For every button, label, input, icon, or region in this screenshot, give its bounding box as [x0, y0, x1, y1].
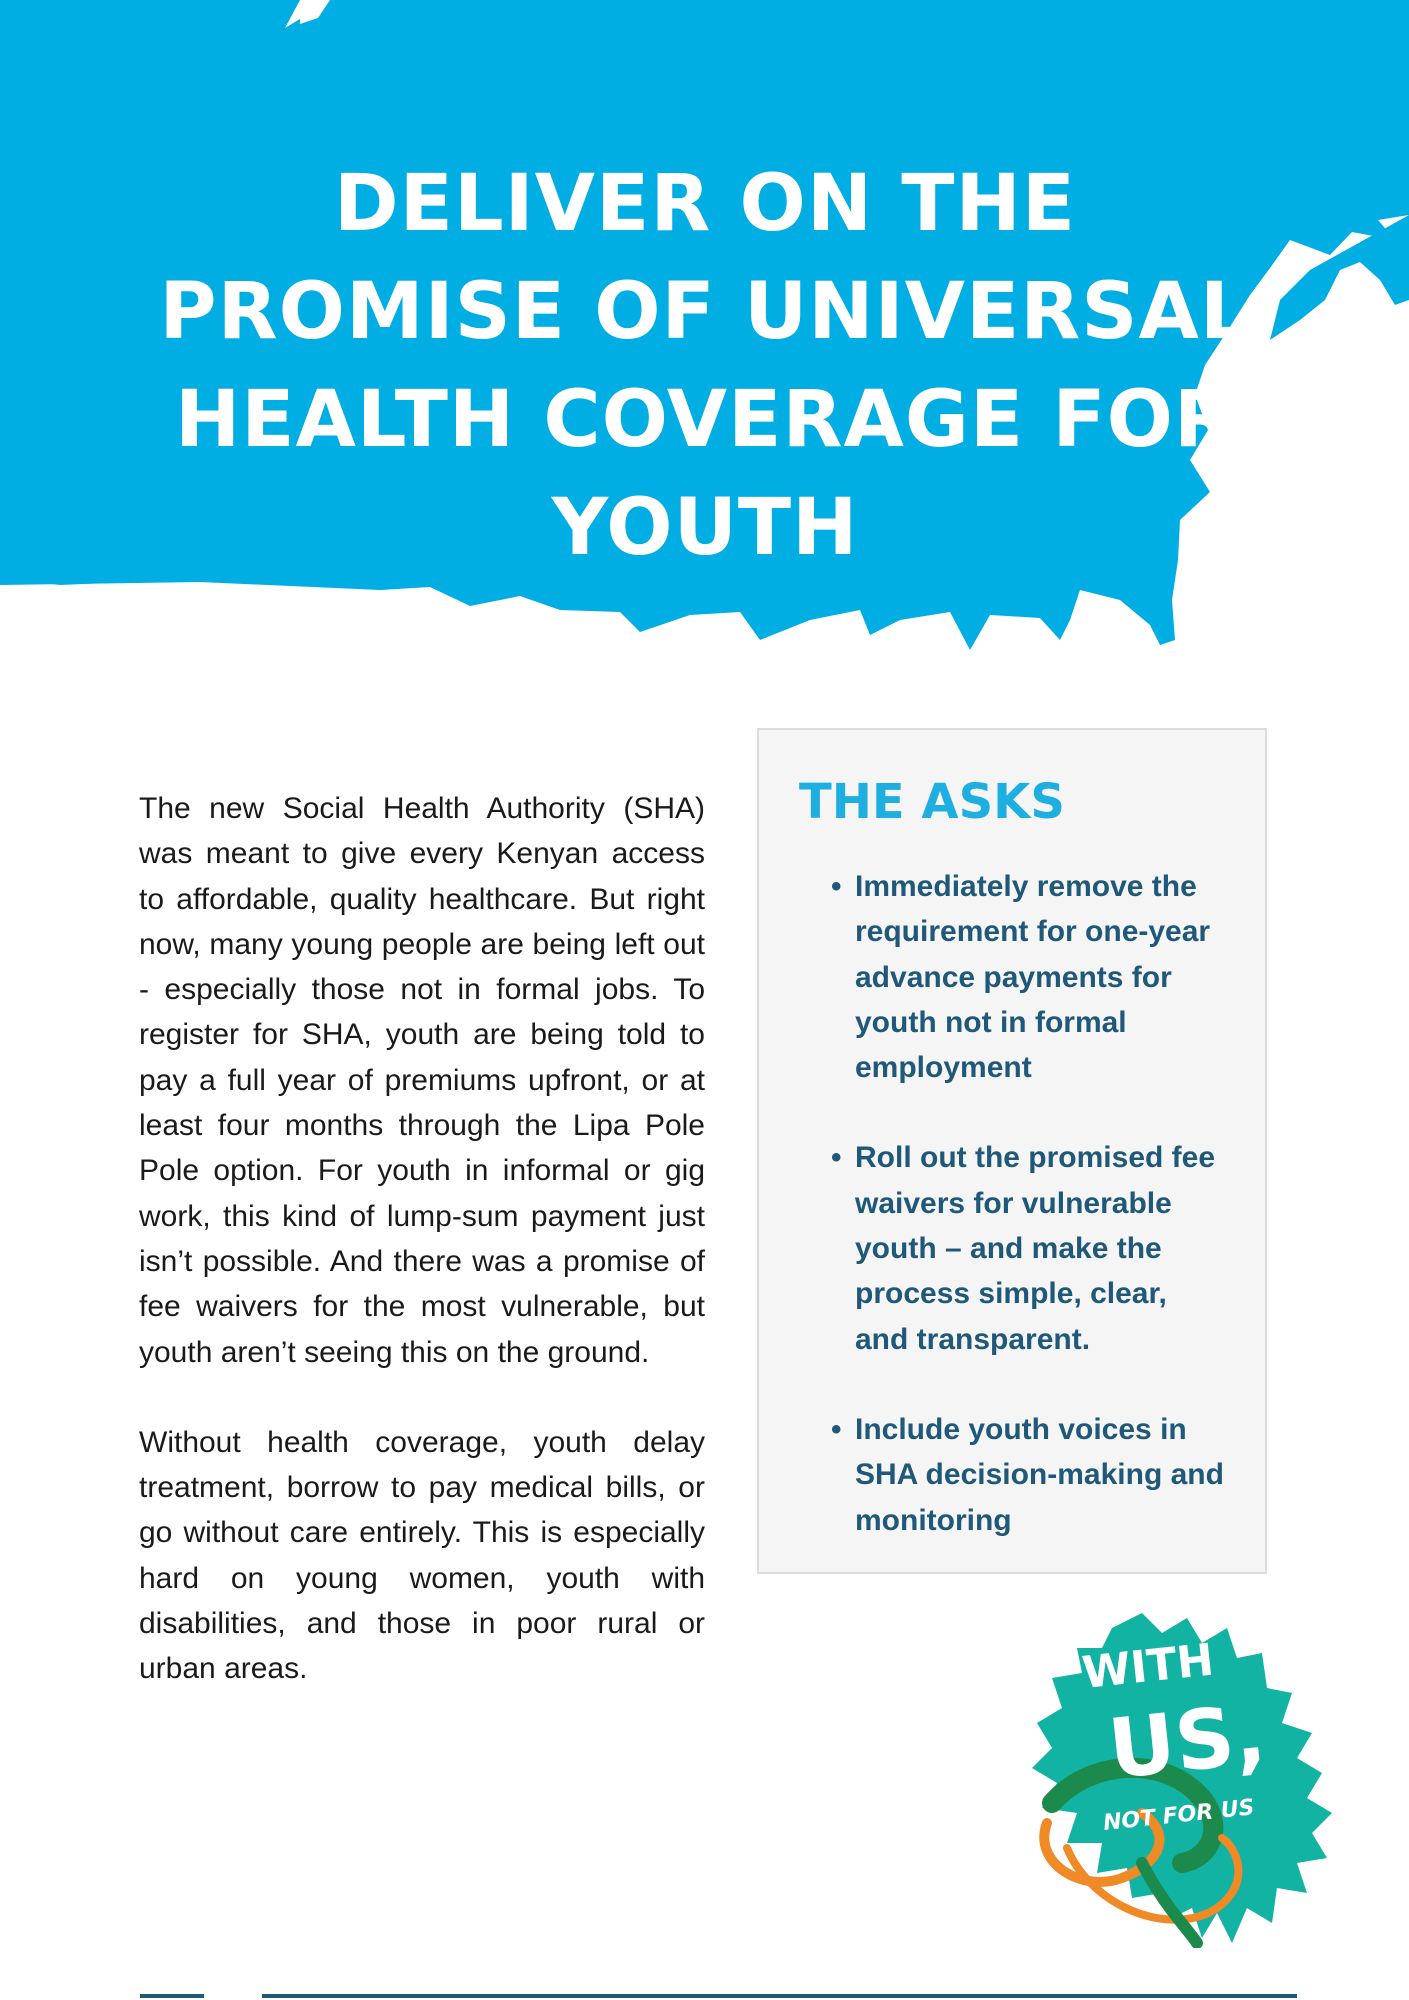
asks-title: THE ASKS	[799, 774, 1065, 830]
ask-item-text: Include youth voices in SHA decision-making and monitoring	[855, 1412, 1224, 1537]
footer-rule	[140, 1994, 204, 1998]
body-text	[139, 786, 705, 1737]
ask-item	[787, 864, 1227, 1090]
ask-item-text: Roll out the promised fee waivers for vulnerable youth – and make the process simple, clear, and transparent.	[855, 1141, 1216, 1356]
asks-list	[787, 864, 1227, 1588]
page-title: DELIVER ON THE PROMISE OF UNIVERSAL HEALTH COVERAGE FOR YOUTH	[159, 159, 1251, 573]
ask-item	[787, 1407, 1227, 1543]
ask-item	[787, 1135, 1227, 1361]
logo-text-us: US,	[1104, 1687, 1271, 1798]
logo-text-not-for-us: NOT FOR US	[1102, 1795, 1256, 1836]
asks-panel	[757, 728, 1267, 1574]
body-paragraph: Without health coverage, youth delay treatment, borrow to pay medical bills, or go without care entirely. This is especially hard on young women, youth with disabilities, and those in poor rural or urban areas.	[139, 1425, 705, 1686]
footer-rule	[262, 1994, 1297, 1998]
bullet-icon: •	[831, 1412, 842, 1446]
with-us-not-for-us-logo	[1022, 1608, 1342, 1948]
bullet-icon: •	[831, 870, 842, 903]
ask-item-text: Immediately remove the requirement for one-year advance payments for youth not in formal employment	[855, 870, 1211, 1085]
bullet-icon: •	[831, 1141, 842, 1175]
body-paragraph: The new Social Health Authority (SHA) was meant to give every Kenyan access to affordable, quality healthcare. But right now, many young people are being left out - especially those not in formal jobs. To register for SHA, youth are being told to pay a full year of premiums upfront, or at least four months through the Lipa Pole Pole option. For youth in informal or gig work, this kind of lump-sum payment just isn’t possible. And there was a promise of fee waivers for the most vulnerable, but youth aren’t seeing this on the ground.	[139, 792, 705, 1369]
logo-text-with: WITH	[1079, 1634, 1217, 1699]
